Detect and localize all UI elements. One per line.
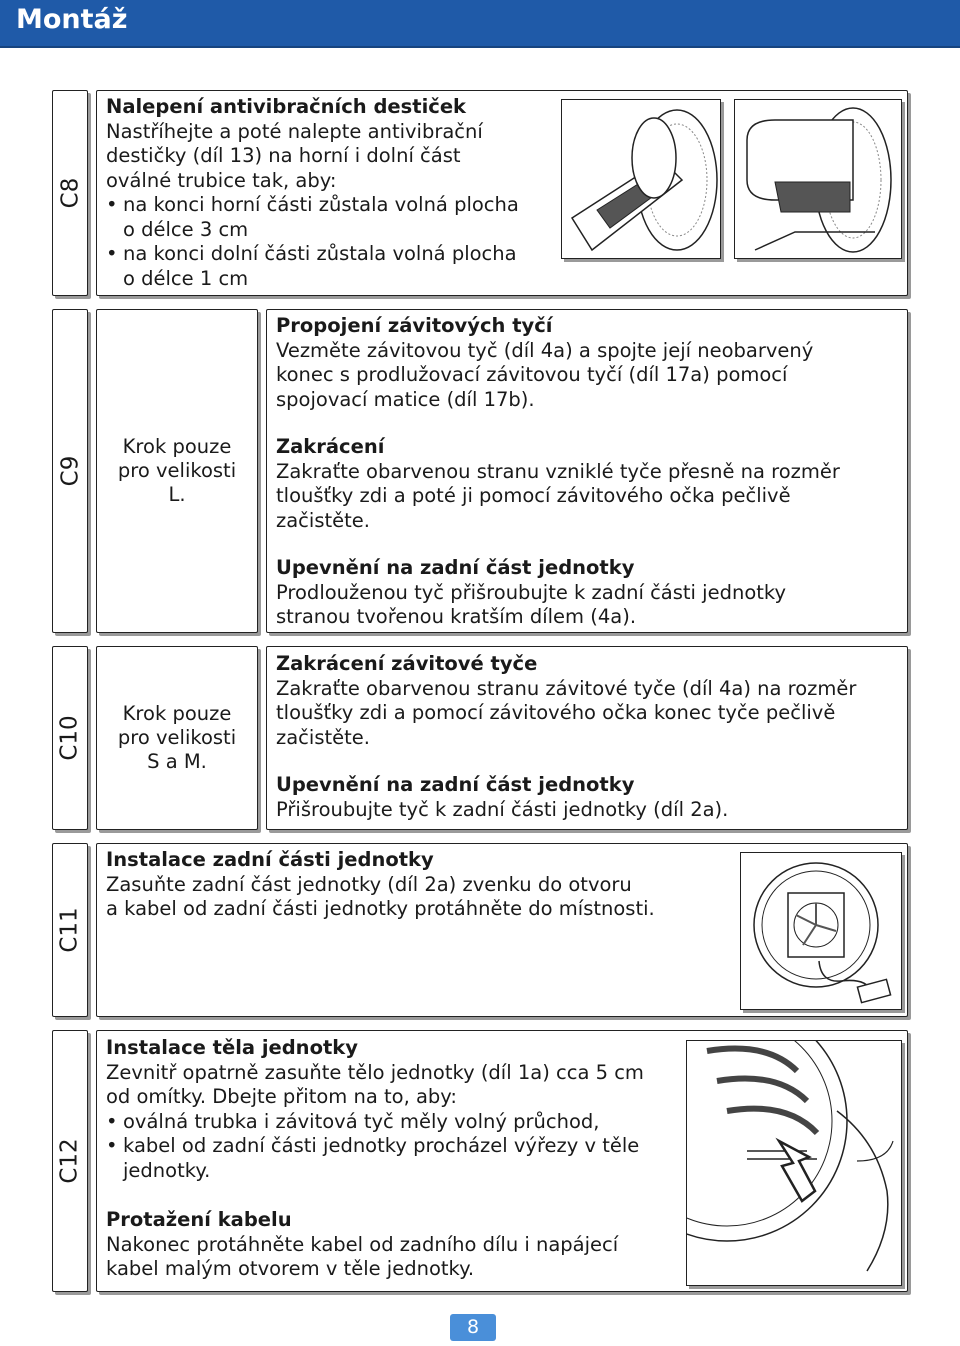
c11-illustration-rear-unit	[740, 852, 902, 1010]
step-c8-text: Nalepení antivibračních destiček Nastříhejte a poté nalepte antivibrační destičky (díl 13) na horní i dolní část oválné trubice tak, aby: • na konci horní části zůstala volná plocha o délce 3 cm • na konci dolní části zůstala volná plocha o délce 1 cm	[106, 95, 519, 291]
step-label-c12: C12	[52, 1030, 88, 1292]
c12-illustration-unit-body	[686, 1040, 902, 1286]
step-label-c10: C10	[52, 646, 88, 830]
step-label-c8: C8	[52, 90, 88, 296]
step-c8-heading: Nalepení antivibračních destiček	[106, 95, 467, 118]
page-number-badge: 8	[450, 1314, 496, 1341]
c8-illustration-top-pad	[561, 99, 721, 259]
page-title: Montáž	[16, 4, 128, 35]
step-c10-condition: Krok pouze pro velikosti S a M.	[96, 646, 258, 830]
step-c12-text: Instalace těla jednotky Zevnitř opatrně zasuňte tělo jednotky (díl 1a) cca 5 cm od omítky. Dbejte přitom na to, aby: • oválná trubka i závitová tyč měly volný průchod, • kabel od zadní části jednotky procházel výřezy v těle jednotky. Protažení kabelu Nakonec protáhněte kabel od zadního dílu i napájecí kabel malým otvorem v těle jednotky.	[106, 1036, 644, 1282]
step-label-c9: C9	[52, 309, 88, 633]
step-c11-text: Instalace zadní části jednotky Zasuňte zadní část jednotky (díl 2a) zvenku do otvoru a kabel od zadní části jednotky protáhněte do místnosti.	[106, 848, 655, 920]
page-header	[0, 0, 960, 48]
step-c10-text: Zakrácení závitové tyče Zakraťte obarvenou stranu závitové tyče (díl 4a) na rozměr tloušťky zdi a pomocí závitového očka konec tyče pečlivě začistěte. Upevnění na zadní část jednotky Přišroubujte tyč k zadní části jednotky (díl 2a).	[276, 652, 857, 821]
step-c9-text: Propojení závitových tyčí Vezměte závitovou tyč (díl 4a) a spojte její neobarvený konec s prodlužovací závitovou tyčí (díl 17a) pomocí spojovací matice (díl 17b). Zakrácení Zakraťte obarvenou stranu vzniklé tyče přesně na rozměr tloušťky zdi a poté ji pomocí závitového očka pečlivě začistěte. Upevnění na zadní část jednotky Prodlouženou tyč přišroubujte k zadní části jednotky stranou tvořenou kratším dílem (4a).	[276, 314, 840, 628]
c8-illustration-bottom-pad	[734, 99, 902, 259]
step-label-c11: C11	[52, 843, 88, 1017]
step-c9-condition: Krok pouze pro velikosti L.	[96, 309, 258, 633]
